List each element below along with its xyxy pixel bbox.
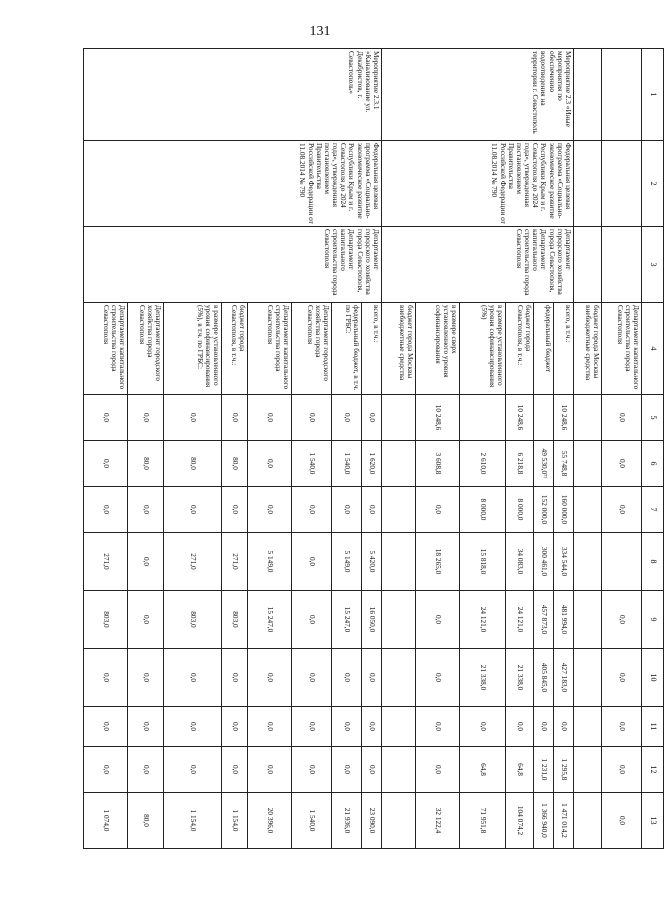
pre-group-cell	[602, 141, 642, 227]
funding-source: всего, в т.ч.:	[362, 303, 382, 395]
amount-cell: 24 121,0	[460, 591, 506, 649]
funding-source: бюджет города Севастополя, в т.ч.:	[506, 303, 534, 395]
amount-cell: 0,0	[128, 487, 164, 533]
amount-cell: 0,0	[416, 707, 460, 747]
amount-cell: 152 000,0	[534, 487, 554, 533]
amount-cell: 0,0	[164, 487, 222, 533]
amount-cell: 5 149,0	[332, 533, 362, 591]
amount-cell: 3 608,8	[416, 441, 460, 487]
amount-cell: 481 994,0	[554, 591, 574, 649]
amount-cell: 0,0	[602, 591, 642, 649]
amount-cell	[382, 533, 416, 591]
amount-cell: 18 265,0	[416, 533, 460, 591]
amount-cell: 0,0	[460, 707, 506, 747]
amount-cell: 1 540,0	[292, 441, 332, 487]
col-number: 8	[642, 533, 664, 591]
amount-cell: 71 951,8	[460, 793, 506, 849]
amount-cell: 0,0	[292, 591, 332, 649]
amount-cell: 10 248,6	[506, 395, 534, 441]
amount-cell	[574, 395, 602, 441]
amount-cell: 0,0	[164, 649, 222, 707]
amount-cell: 0,0	[602, 487, 642, 533]
funding-source: в размере установленного уровня софинансирования (5%)	[460, 303, 506, 395]
col-number: 1	[642, 49, 664, 141]
amount-cell: 80,0	[164, 441, 222, 487]
amount-cell: 0,0	[164, 395, 222, 441]
amount-cell	[382, 591, 416, 649]
amount-cell: 0,0	[292, 747, 332, 793]
amount-cell: 0,0	[416, 487, 460, 533]
amount-cell: 1 540,0	[292, 793, 332, 849]
pre-group-cell	[574, 49, 602, 141]
amount-cell: 5 149,0	[248, 533, 292, 591]
amount-cell: 0,0	[332, 747, 362, 793]
funding-source: бюджет города Севастополя, в т.ч.:	[222, 303, 248, 395]
financing-table	[83, 48, 664, 849]
col-number: 6	[642, 441, 664, 487]
amount-cell: 160 000,0	[554, 487, 574, 533]
amount-cell: 8 000,0	[506, 487, 534, 533]
amount-cell: 1 620,0	[362, 441, 382, 487]
amount-cell: 0,0	[248, 707, 292, 747]
amount-cell: 0,0	[248, 747, 292, 793]
amount-cell: 15 247,0	[248, 591, 292, 649]
rotated-table-wrapper	[101, 48, 664, 848]
amount-cell: 21 338,0	[506, 649, 534, 707]
amount-cell	[382, 793, 416, 849]
amount-cell	[382, 707, 416, 747]
col-number: 4	[642, 303, 664, 395]
amount-cell: 300 461,0	[534, 533, 554, 591]
amount-cell	[534, 395, 554, 441]
funding-source: Департамент капитального строительства города Севастополя	[602, 303, 642, 395]
amount-cell: 64,8	[506, 747, 534, 793]
amount-cell: 0,0	[602, 649, 642, 707]
measure-name: Мероприятие 2.3.1 «Канализование ул. Декабристов, г. Севастополь»	[84, 49, 382, 141]
amount-cell: 0,0	[128, 649, 164, 707]
table-row	[602, 49, 642, 849]
amount-cell: 0,0	[128, 395, 164, 441]
amount-cell	[574, 441, 602, 487]
amount-cell: 0,0	[222, 747, 248, 793]
amount-cell: 803,0	[222, 591, 248, 649]
amount-cell: 0,0	[292, 395, 332, 441]
funding-source: Департамент городского хозяйства города Севастополя	[128, 303, 164, 395]
page-number: 131	[309, 24, 331, 39]
funding-source: в размере сверх установленного уровня софинансирования	[416, 303, 460, 395]
funding-source: бюджет города Москвы внебюджетные средства	[382, 303, 416, 395]
amount-cell: 0,0	[248, 649, 292, 707]
amount-cell: 0,0	[84, 441, 128, 487]
amount-cell: 0,0	[602, 441, 642, 487]
table-row	[554, 49, 574, 849]
amount-cell: 104 074,2	[506, 793, 534, 849]
amount-cell: 49 530,0⁷⁾	[534, 441, 554, 487]
table-row	[574, 49, 602, 849]
amount-cell: 0,0	[292, 487, 332, 533]
col-number: 5	[642, 395, 664, 441]
funding-source: федеральный бюджет	[534, 303, 554, 395]
amount-cell: 0,0	[128, 747, 164, 793]
amount-cell: 0,0	[128, 533, 164, 591]
amount-cell	[574, 747, 602, 793]
amount-cell: 0,0	[222, 395, 248, 441]
funding-source: в размере установленного уровня софинансирования (5%), в т.ч. по ГРБС:	[164, 303, 222, 395]
amount-cell: 0,0	[602, 707, 642, 747]
amount-cell	[574, 649, 602, 707]
amount-cell	[460, 395, 506, 441]
amount-cell: 2 610,0	[460, 441, 506, 487]
amount-cell: 0,0	[84, 395, 128, 441]
amount-cell: 80,0	[128, 441, 164, 487]
amount-cell: 55 748,8	[554, 441, 574, 487]
amount-cell: 271,0	[84, 533, 128, 591]
amount-cell: 1 471 014,2	[554, 793, 574, 849]
amount-cell: 271,0	[164, 533, 222, 591]
col-number: 10	[642, 649, 664, 707]
amount-cell: 803,0	[84, 591, 128, 649]
amount-cell: 1 074,0	[84, 793, 128, 849]
amount-cell: 0,0	[416, 649, 460, 707]
amount-cell: 21 338,0	[460, 649, 506, 707]
amount-cell: 0,0	[602, 793, 642, 849]
amount-cell: 1 540,0	[332, 441, 362, 487]
amount-cell	[382, 649, 416, 707]
amount-cell: 0,0	[222, 707, 248, 747]
pre-group-cell	[602, 49, 642, 141]
executor-name: Департамент городского хозяйства города Севастополя, Департамент капитального строительства города Севастополя	[84, 227, 382, 303]
amount-cell: 271,0	[222, 533, 248, 591]
col-number: 13	[642, 793, 664, 849]
funding-source: Департамент капитального строительства города Севастополя	[84, 303, 128, 395]
pre-group-cell	[574, 227, 602, 303]
amount-cell: 0,0	[362, 487, 382, 533]
amount-cell: 16 050,0	[362, 591, 382, 649]
amount-cell: 80,0	[222, 441, 248, 487]
amount-cell: 34 083,0	[506, 533, 534, 591]
table-row	[362, 49, 382, 849]
amount-cell: 0,0	[554, 707, 574, 747]
col-number: 11	[642, 707, 664, 747]
funding-source: Департамент капитального строительства города Севастополя	[248, 303, 292, 395]
amount-cell: 0,0	[332, 707, 362, 747]
amount-cell	[574, 487, 602, 533]
amount-cell: 0,0	[534, 707, 554, 747]
funding-source: Департамент городского хозяйства города Севастополя	[292, 303, 332, 395]
col-number: 12	[642, 747, 664, 793]
amount-cell: 0,0	[506, 707, 534, 747]
amount-cell: 0,0	[362, 747, 382, 793]
amount-cell: 1 366 940,0	[534, 793, 554, 849]
amount-cell: 0,0	[332, 649, 362, 707]
amount-cell: 0,0	[128, 707, 164, 747]
amount-cell	[382, 487, 416, 533]
amount-cell: 0,0	[248, 395, 292, 441]
amount-cell: 1 295,8	[554, 747, 574, 793]
amount-cell	[382, 747, 416, 793]
amount-cell: 6 218,8	[506, 441, 534, 487]
amount-cell: 0,0	[164, 707, 222, 747]
amount-cell: 0,0	[362, 707, 382, 747]
amount-cell: 64,8	[460, 747, 506, 793]
amount-cell	[574, 793, 602, 849]
amount-cell: 0,0	[222, 649, 248, 707]
amount-cell: 1 231,0	[534, 747, 554, 793]
amount-cell: 80,0	[128, 793, 164, 849]
amount-cell: 0,0	[332, 395, 362, 441]
amount-cell: 1 154,0	[222, 793, 248, 849]
pre-group-cell	[574, 141, 602, 227]
executor-name: Департамент городского хозяйства города Севастополя, Департамент капитального строительства города Севастополя	[382, 227, 574, 303]
amount-cell: 8 000,0	[460, 487, 506, 533]
column-number-row	[642, 49, 664, 849]
amount-cell: 15 818,0	[460, 533, 506, 591]
amount-cell: 0,0	[332, 487, 362, 533]
amount-cell	[574, 591, 602, 649]
amount-cell: 427 183,0	[554, 649, 574, 707]
col-number: 3	[642, 227, 664, 303]
amount-cell: 457 873,0	[534, 591, 554, 649]
amount-cell: 10 248,6	[554, 395, 574, 441]
amount-cell: 0,0	[248, 487, 292, 533]
amount-cell: 0,0	[222, 487, 248, 533]
amount-cell: 0,0	[416, 747, 460, 793]
amount-cell: 24 121,0	[506, 591, 534, 649]
amount-cell: 405 845,0	[534, 649, 554, 707]
amount-cell: 5 420,0	[362, 533, 382, 591]
amount-cell: 0,0	[84, 707, 128, 747]
amount-cell	[574, 533, 602, 591]
amount-cell: 0,0	[292, 533, 332, 591]
amount-cell: 21 936,0	[332, 793, 362, 849]
col-number: 2	[642, 141, 664, 227]
amount-cell: 32 122,4	[416, 793, 460, 849]
amount-cell: 0,0	[248, 441, 292, 487]
amount-cell: 0,0	[84, 747, 128, 793]
amount-cell	[382, 441, 416, 487]
amount-cell: 10 248,6	[416, 395, 460, 441]
amount-cell: 0,0	[292, 649, 332, 707]
amount-cell	[382, 395, 416, 441]
amount-cell	[602, 533, 642, 591]
amount-cell: 0,0	[602, 395, 642, 441]
amount-cell: 803,0	[164, 591, 222, 649]
funding-source: федеральный бюджет, в т.ч. по ГРБС:	[332, 303, 362, 395]
amount-cell: 23 090,0	[362, 793, 382, 849]
program-name: Федеральная целевая программа «Социально-экономическое развитие Республики Крым и г. Севастополя до 2024 года», утвержденная постановлением Правительства Российской Федерации от 11.08.2014 № 790	[382, 141, 574, 227]
amount-cell: 0,0	[164, 747, 222, 793]
col-number: 7	[642, 487, 664, 533]
amount-cell: 0,0	[84, 649, 128, 707]
funding-source: всего, в т.ч.:	[554, 303, 574, 395]
pre-group-cell	[602, 227, 642, 303]
amount-cell: 0,0	[362, 395, 382, 441]
amount-cell: 1 154,0	[164, 793, 222, 849]
col-number: 9	[642, 591, 664, 649]
measure-name: Мероприятие 2.3 «Иные мероприятия по обеспечению водоотведения на территории г. Севастополь	[382, 49, 574, 141]
amount-cell: 0,0	[292, 707, 332, 747]
amount-cell: 0,0	[128, 591, 164, 649]
amount-cell: 0,0	[416, 591, 460, 649]
program-name: Федеральная целевая программа «Социально-экономическое развитие Республики Крым и г. Севастополя до 2024 года», утвержденная постановлением Правительства Российской Федерации от 11.08.2014 № 790	[84, 141, 382, 227]
amount-cell: 0,0	[84, 487, 128, 533]
amount-cell: 15 247,0	[332, 591, 362, 649]
funding-source: бюджет города Москвы внебюджетные средства	[574, 303, 602, 395]
amount-cell: 20 396,0	[248, 793, 292, 849]
amount-cell: 0,0	[602, 747, 642, 793]
amount-cell	[574, 707, 602, 747]
amount-cell: 0,0	[362, 649, 382, 707]
amount-cell: 334 544,0	[554, 533, 574, 591]
